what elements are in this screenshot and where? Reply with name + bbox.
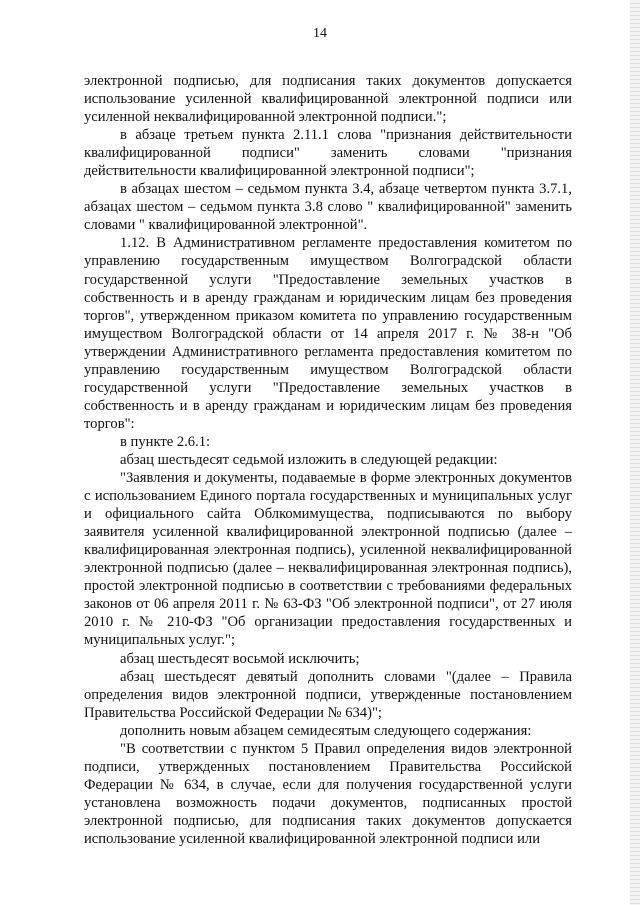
paragraph: в абзаце третьем пункта 2.11.1 слова "признания действительности квалифицированной подписи" заменить словами "признания действительности квалифицированной электронной подписи"; xyxy=(84,127,572,180)
paragraph: электронной подписью, для подписания таких документов допускается использование усиленной квалифицированной электронной подписи или усиленной неквалифицированной электронной подписи."; xyxy=(84,73,572,126)
paragraph: дополнить новым абзацем семидесятым следующего содержания: xyxy=(120,722,532,739)
page-number: 14 xyxy=(313,26,327,41)
paragraph: абзац шестьдесят седьмой изложить в следующей редакции: xyxy=(120,451,498,468)
paragraph: абзац шестьдесят девятый дополнить словами "(далее – Правила определения видов электронной подписи, утвержденные постановлением Правительства Российской Федерации № 634)"; xyxy=(84,668,572,721)
paragraph: в абзацах шестом – седьмом пункта 3.4, абзаце четвертом пункта 3.7.1, абзацах шестом – седьмом пункта 3.8 слово " квалифицированной" заменить словами " квалифицированной электронной". xyxy=(84,181,572,234)
document-body xyxy=(84,72,572,848)
paragraph: 1.12. В Административном регламенте предоставления комитетом по управлению государственным имуществом Волгоградской области государственной услуги "Предоставление земельных участков в собственность и в аренду гражданам и юридическим лицам без проведения торгов", утвержденном приказом комитета по управлению государственным имуществом Волгоградской области от 14 апреля 2017 г. № 38-н "Об утверждении Административного регламента предоставления комитетом по управлению государственным имуществом Волгоградской области государственной услуги "Предоставление земельных участков в собственность и в аренду гражданам и юридическим лицам без проведения торгов": xyxy=(84,235,572,432)
paragraph: в пункте 2.6.1: xyxy=(120,433,211,450)
paragraph: "Заявления и документы, подаваемые в форме электронных документов с использованием Единого портала государственных и муниципальных услуг и официального сайта Облкомимущества, подписываются по выбору заявителя усиленной квалифицированной электронной подписью (далее – квалифицированная электронная подпись), усиленной неквалифицированной электронной подписью (далее – неквалифицированная электронная подпись), простой электронной подписью в соответствии с требованиями федеральных законов от 06 апреля 2011 г. № 63-ФЗ "Об электронной подписи", от 27 июля 2010 г. № 210-ФЗ "Об организации предоставления государственных и муниципальных услуг."; xyxy=(84,470,572,649)
scan-edge-strip xyxy=(630,0,640,905)
paragraph: абзац шестьдесят восьмой исключить; xyxy=(120,650,360,667)
paragraph: "В соответствии с пунктом 5 Правил определения видов электронной подписи, утвержденных постановлением Правительства Российской Федерации № 634, в случае, если для получения государственной услуги установлена возможность подачи документов, подписанных простой электронной подписью, для подписания таких документов допускается использование усиленной квалифицированной электронной подписи или xyxy=(84,740,572,847)
